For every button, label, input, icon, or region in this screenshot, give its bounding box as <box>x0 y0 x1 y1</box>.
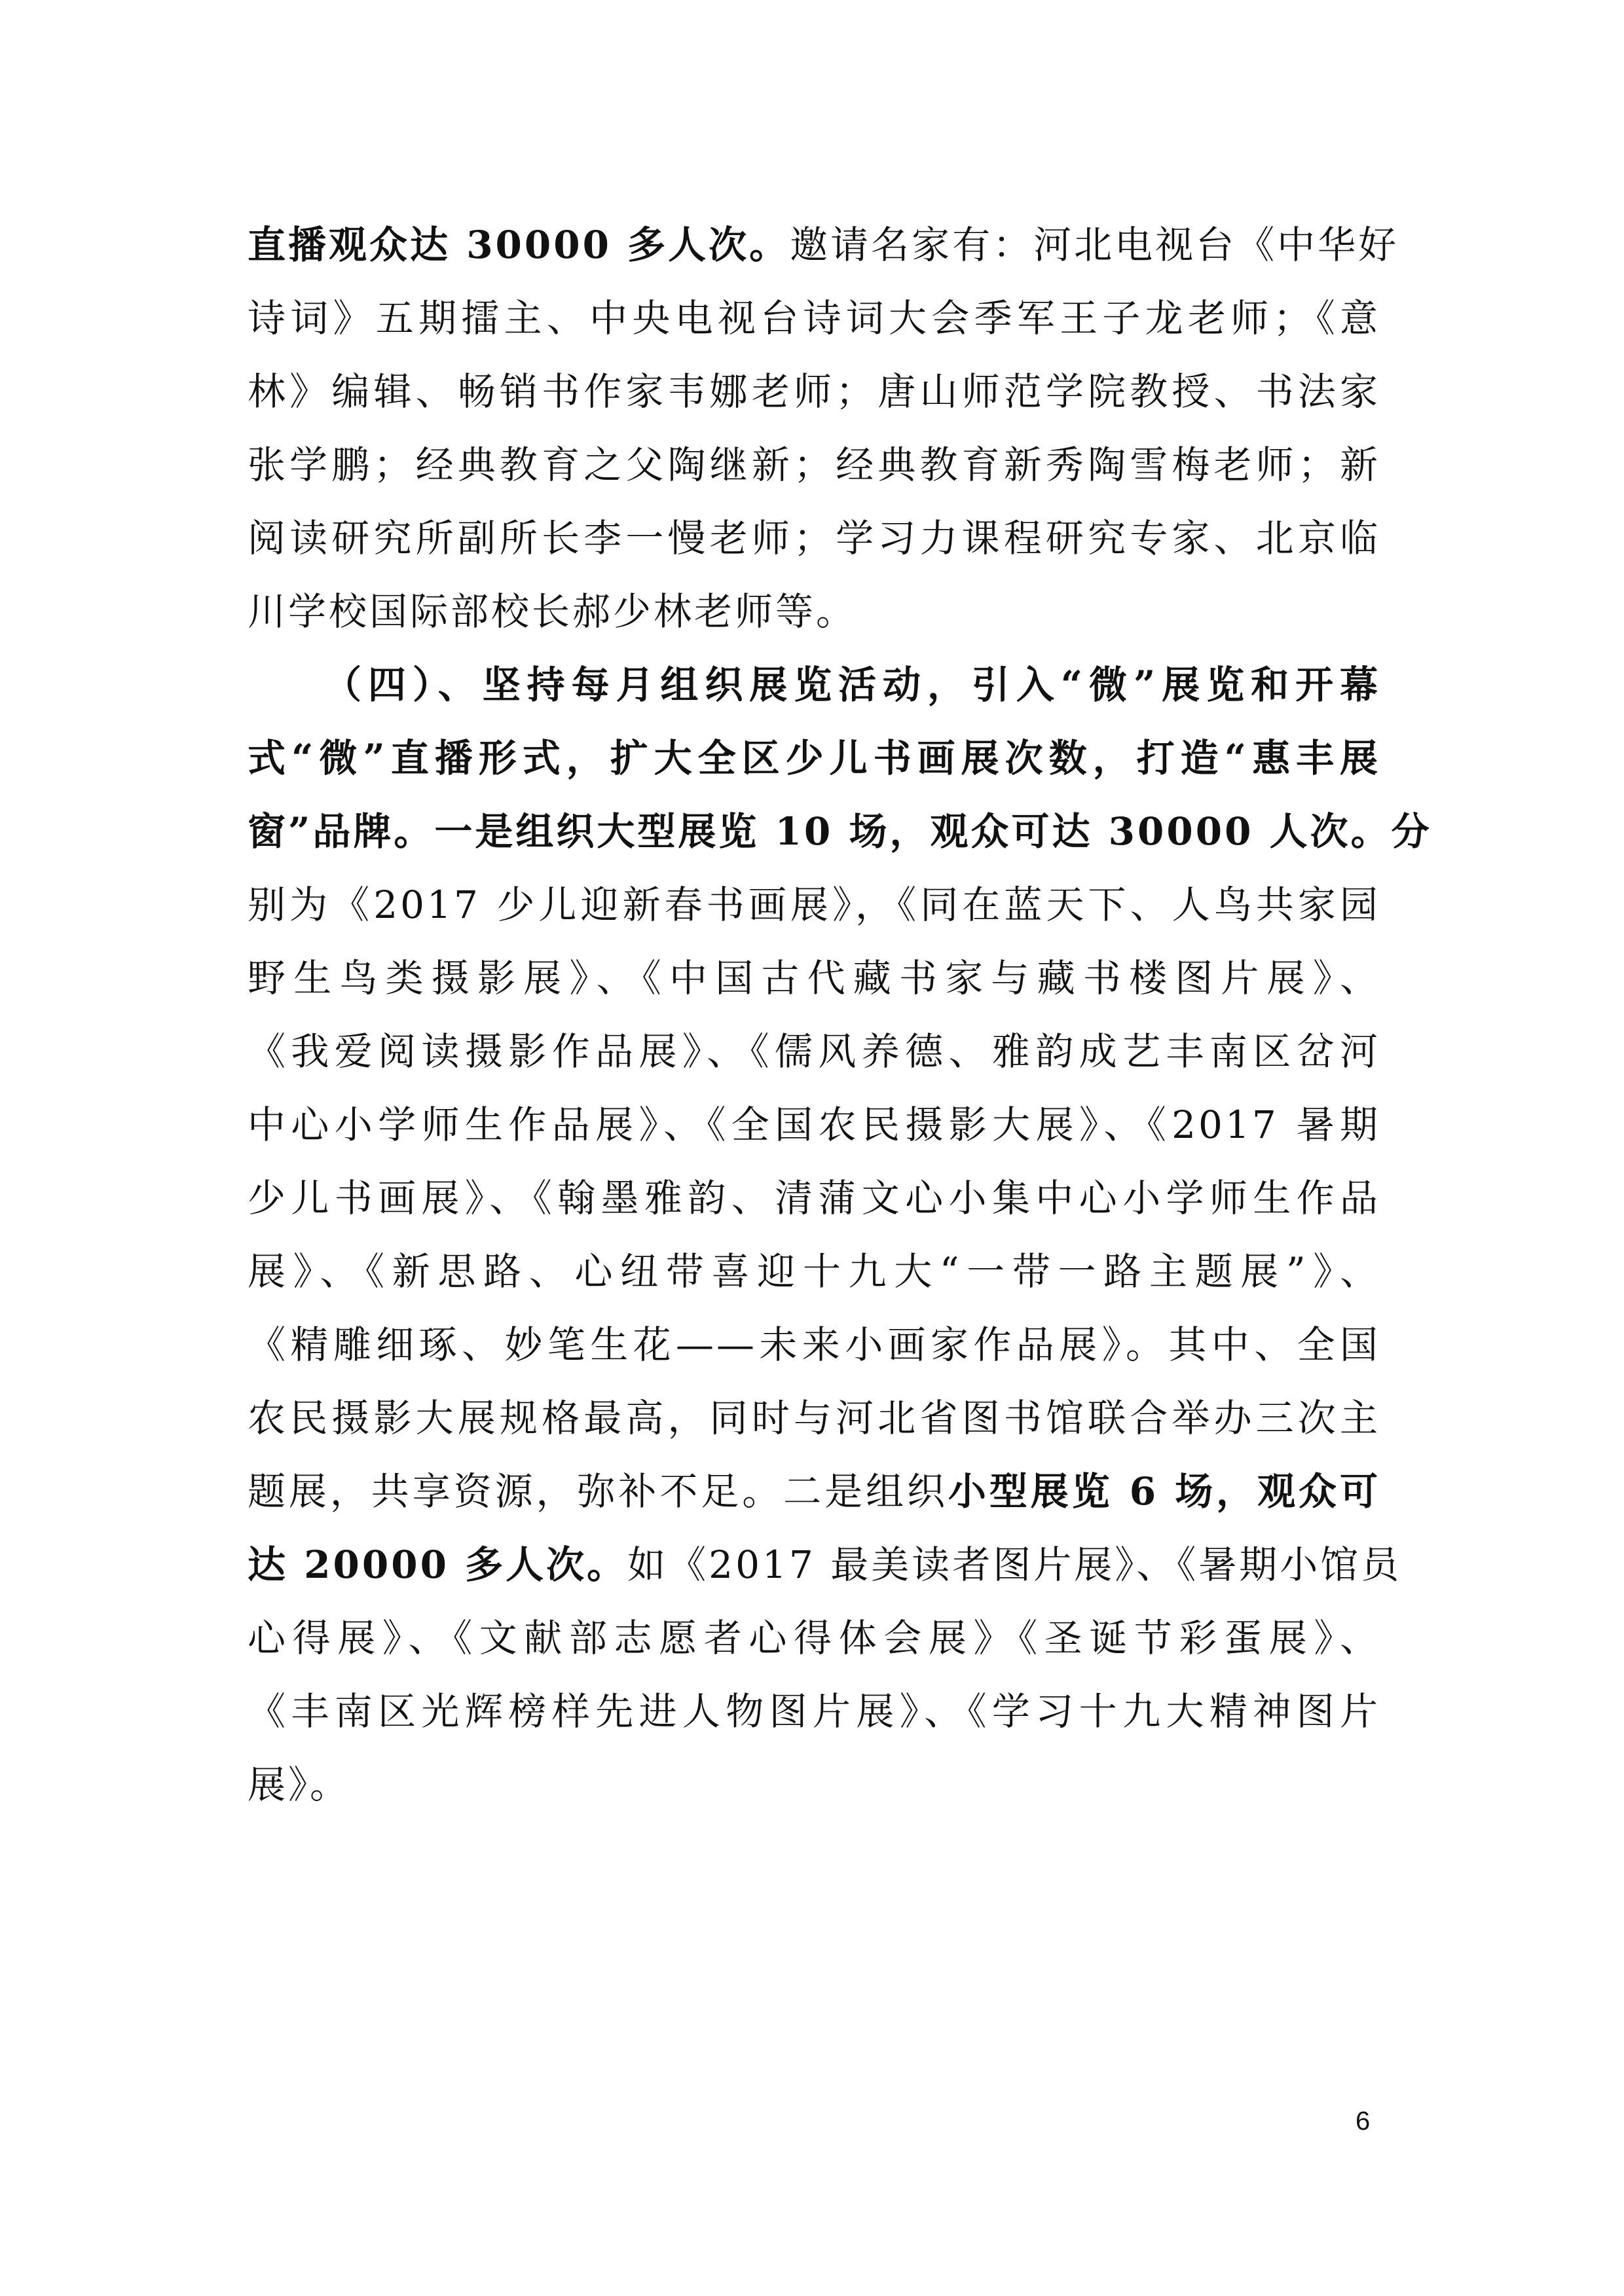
text-line: 诗词》五期擂主、中央电视台诗词大会季军王子龙老师；《意 <box>248 296 1380 340</box>
text-line: 展》、《新思路、心纽带喜迎十九大“一带一路主题展”》、 <box>248 1249 1380 1294</box>
text-line <box>248 1455 1380 1528</box>
text-line: 别为《2017 少儿迎新春书画展》，《同在蓝天下、人鸟共家园 <box>248 883 1380 927</box>
text-line: 《我爱阅读摄影作品展》、《儒风养德、雅韵成艺丰南区岔河 <box>248 1029 1380 1074</box>
page-number: 6 <box>1356 2107 1371 2136</box>
text-line: 野生鸟类摄影展》、《中国古代藏书家与藏书楼图片展》、 <box>248 956 1380 1000</box>
text-line: 少儿书画展》、《翰墨雅韵、清蒲文心小集中心小学师生作品 <box>248 1176 1380 1220</box>
section-heading-line: 式“微”直播形式，扩大全区少儿书画展次数，打造“惠丰展 <box>248 736 1380 780</box>
text-line: 张学鹏；经典教育之父陶继新；经典教育新秀陶雪梅老师；新 <box>248 443 1380 487</box>
section-heading-line: （四）、坚持每月组织展览活动，引入“微”展览和开幕 <box>323 663 1380 707</box>
text-line: 中心小学师生作品展》、《全国农民摄影大展》、《2017 暑期 <box>248 1102 1380 1147</box>
body-text <box>248 208 1432 1821</box>
section-heading-line: 窗”品牌。一是组织大型展览 10 场，观众可达 30000 人次。分 <box>248 809 1432 854</box>
text-segment: 如《2017 最美读者图片展》、《暑期小馆员 <box>627 1542 1402 1587</box>
text-line: 展》。 <box>248 1762 351 1807</box>
bold-text: 直播观众达 30000 多人次。 <box>248 223 790 267</box>
bold-text: 达 20000 多人次。 <box>248 1542 628 1587</box>
text-line <box>248 208 1399 282</box>
text-line: 川学校国际部校长郝少林老师等。 <box>248 589 857 634</box>
text-line <box>248 1528 1402 1601</box>
text-segment: 邀请名家有：河北电视台《中华好 <box>790 223 1399 267</box>
text-line: 农民摄影大展规格最高，同时与河北省图书馆联合举办三次主 <box>248 1396 1380 1440</box>
text-line: 《丰南区光辉榜样先进人物图片展》、《学习十九大精神图片 <box>248 1689 1380 1734</box>
text-segment: 题展，共享资源，弥补不足。二是组织 <box>248 1469 948 1514</box>
text-line: 《精雕细琢、妙笔生花——未来小画家作品展》。其中、全国 <box>248 1322 1380 1367</box>
bold-text: 小型展览 6 场，观众可 <box>948 1469 1380 1514</box>
text-line: 林》编辑、畅销书作家韦娜老师；唐山师范学院教授、书法家 <box>248 369 1380 414</box>
text-line: 阅读研究所副所长李一慢老师；学习力课程研究专家、北京临 <box>248 516 1380 560</box>
text-line: 心得展》、《文献部志愿者心得体会展》《圣诞节彩蛋展》、 <box>248 1616 1380 1660</box>
